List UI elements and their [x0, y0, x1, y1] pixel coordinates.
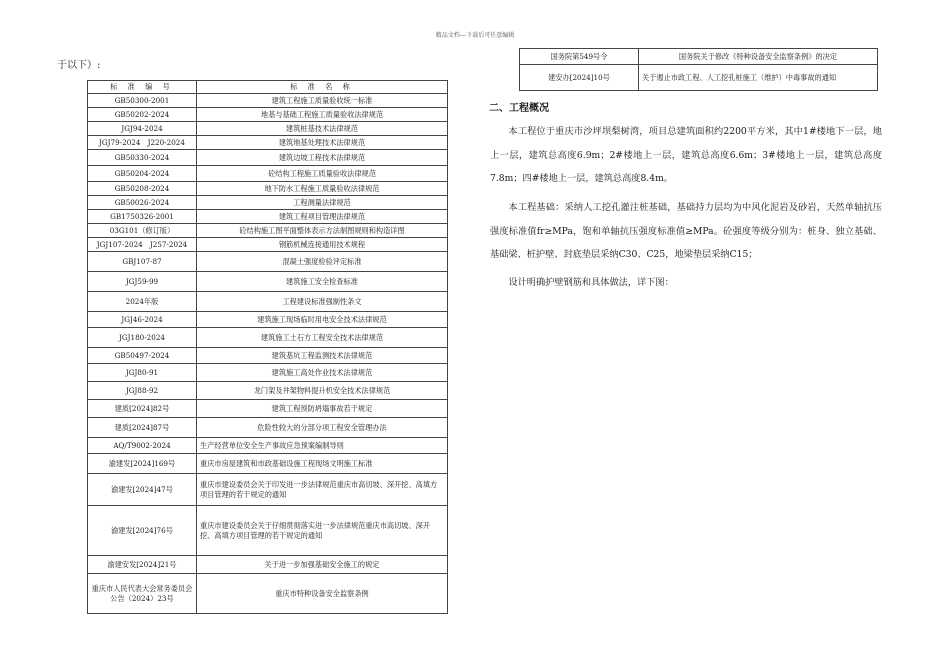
- row-code: 建质[2024]82号: [88, 400, 197, 418]
- row-code: 渝建安发[2024]21号: [88, 556, 197, 574]
- row-name: 混凝土强度检验评定标准: [197, 252, 448, 272]
- table-row: [88, 210, 448, 224]
- row-code: 国务院第549号令: [520, 49, 639, 65]
- row-code: GB50300-2001: [88, 94, 197, 108]
- row-name: 建筑桩基技术法律规范: [197, 122, 448, 136]
- row-code: JGJ80-91: [88, 364, 197, 382]
- table-row: [88, 166, 448, 182]
- table-row: [88, 506, 448, 556]
- row-code: JGJ94-2024: [88, 122, 197, 136]
- row-name: 重庆市房屋建筑和市政基础设施工程现场文明施工标准: [197, 454, 448, 474]
- table-row: [88, 108, 448, 122]
- row-code: 渝建发[2024]169号: [88, 454, 197, 474]
- table-row: [88, 364, 448, 382]
- table-row: [88, 556, 448, 574]
- row-code: 03G101（修订版）: [88, 224, 197, 238]
- row-name: 生产经营单位安全生产事故应急预案编制导则: [197, 438, 448, 454]
- row-name: 砼结构工程施工质量验收法律规范: [197, 166, 448, 182]
- row-name: 工程测量法律规范: [197, 196, 448, 210]
- row-name: 建筑施工安全检查标准: [197, 272, 448, 292]
- row-name: 关于进一步加强基础安全施工的规定: [197, 556, 448, 574]
- row-name: 国务院关于修改《特种设备安全监察条例》的决定: [639, 49, 878, 65]
- paragraph-overview: 本工程位于重庆市沙坪坝梨树湾，项目总建筑面积约2200平方米，其中1#楼地下一层，地上一层，建筑总高度6.9m；2#楼地上一层，建筑总高度6.6m；3#楼地上一层，建筑总高度7.8m；四#楼地上一层，建筑总高度8.4m。: [490, 126, 882, 184]
- row-name: 重庆市建设委员会关于仔细贯彻落实进一步法律规范重庆市高切坡、深开挖、高填方项目管理的若干规定的通知: [197, 506, 448, 556]
- table-row: [88, 454, 448, 474]
- row-code: 重庆市人民代表大会常务委员会公告（2024）23号: [88, 574, 197, 614]
- row-name: 工程建设标准强制性条文: [197, 292, 448, 312]
- table-row: [88, 94, 448, 108]
- header-name: 标 准 名 称: [197, 81, 448, 94]
- table-row: [88, 196, 448, 210]
- header-code: 标 准 编 号: [88, 81, 197, 94]
- row-code: GB50330-2024: [88, 150, 197, 166]
- table-row: [88, 312, 448, 328]
- row-code: JGJ180-2024: [88, 328, 197, 348]
- table-header-row: [88, 81, 448, 94]
- row-name: 危险性较大的分部分项工程安全管理办法: [197, 418, 448, 438]
- row-name: 建筑施工高处作业技术法律规范: [197, 364, 448, 382]
- row-name: 建筑施工现场临时用电安全技术法律规范: [197, 312, 448, 328]
- table-row: [88, 418, 448, 438]
- row-code: JGJ79-2024 J220-2024: [88, 136, 197, 150]
- table-row: [88, 252, 448, 272]
- table-row: [88, 224, 448, 238]
- row-code: 渝建发[2024]76号: [88, 506, 197, 556]
- row-code: JGJ59-99: [88, 272, 197, 292]
- regulations-table-continued: [519, 48, 878, 91]
- table-row: [88, 348, 448, 364]
- row-code: JGJ46-2024: [88, 312, 197, 328]
- row-code: GB50204-2024: [88, 166, 197, 182]
- section-title: 二、工程概况: [489, 103, 549, 114]
- row-name: 关于遏止市政工程、人工挖孔桩施工（维护）中毒事故的通知: [639, 65, 878, 91]
- row-code: GB50208-2024: [88, 182, 197, 196]
- row-code: AQ/T9002-2024: [88, 438, 197, 454]
- table-row: [88, 272, 448, 292]
- row-name: 建筑工程预防坍塌事故若干规定: [197, 400, 448, 418]
- row-code: 渝建发[2024]47号: [88, 474, 197, 506]
- table-row: [88, 136, 448, 150]
- row-name: 重庆市特种设备安全监察条例: [197, 574, 448, 614]
- row-name: 建筑地基处理技术法律规范: [197, 136, 448, 150]
- paragraph-foundation: 本工程基础：采纳人工挖孔灌注桩基础，基础持力层均为中风化泥岩及砂岩，天然单轴抗压强度标准值fr≥MPa，饱和单轴抗压强度标准值≥MPa。砼强度等级分别为：桩身、独立基础、基础梁、桩护壁、封底垫层采纳C30、C25，地梁垫层采纳C15；: [490, 202, 882, 260]
- paragraph-design-note: 设计明确护壁钢筋和具体做法，详下图：: [508, 277, 674, 288]
- row-code: 建质[2024]87号: [88, 418, 197, 438]
- row-name: 重庆市建设委员会关于印发进一步法律规范重庆市高切坡、深开挖、高填方项目管理的若干规定的通知: [197, 474, 448, 506]
- row-name: 建筑基坑工程监测技术法律规范: [197, 348, 448, 364]
- table-row: [520, 49, 878, 65]
- row-name: 建筑边坡工程技术法律规范: [197, 150, 448, 166]
- table-row: [88, 238, 448, 252]
- intro-text: 于以下）:: [57, 60, 101, 71]
- table-row: [88, 292, 448, 312]
- row-code: 2024年版: [88, 292, 197, 312]
- row-code: JGJ88-92: [88, 382, 197, 400]
- row-code: GBJ107-87: [88, 252, 197, 272]
- table-row: [88, 150, 448, 166]
- row-name: 龙门架及井架物料提升机安全技术法律规范: [197, 382, 448, 400]
- row-name: 建筑工程项目管理法律规范: [197, 210, 448, 224]
- row-code: GB1750326-2001: [88, 210, 197, 224]
- table-row: [88, 574, 448, 614]
- table-row: [88, 328, 448, 348]
- row-code: GB50026-2024: [88, 196, 197, 210]
- row-name: 地下防水工程施工质量验收法律规范: [197, 182, 448, 196]
- table-row: [88, 122, 448, 136]
- row-code: 建安办[2024]10号: [520, 65, 639, 91]
- row-code: GB50497-2024: [88, 348, 197, 364]
- row-code: GB50202-2024: [88, 108, 197, 122]
- table-row: [88, 400, 448, 418]
- table-row: [88, 182, 448, 196]
- table-row: [88, 382, 448, 400]
- row-name: 地基与基础工程施工质量验收法律规范: [197, 108, 448, 122]
- table-row: [520, 65, 878, 91]
- table-row: [88, 438, 448, 454]
- table-row: [88, 474, 448, 506]
- row-code: JGJ107-2024 J257-2024: [88, 238, 197, 252]
- row-name: 建筑工程施工质量验收统一标准: [197, 94, 448, 108]
- row-name: 砼结构施工图平面整体表示方法制图规则和构造详图: [197, 224, 448, 238]
- row-name: 钢筋机械连接通用技术规程: [197, 238, 448, 252]
- row-name: 建筑施工土石方工程安全技术法律规范: [197, 328, 448, 348]
- page-header: 精品文档---下载后可任意编辑: [435, 32, 515, 39]
- standards-table: [87, 80, 448, 614]
